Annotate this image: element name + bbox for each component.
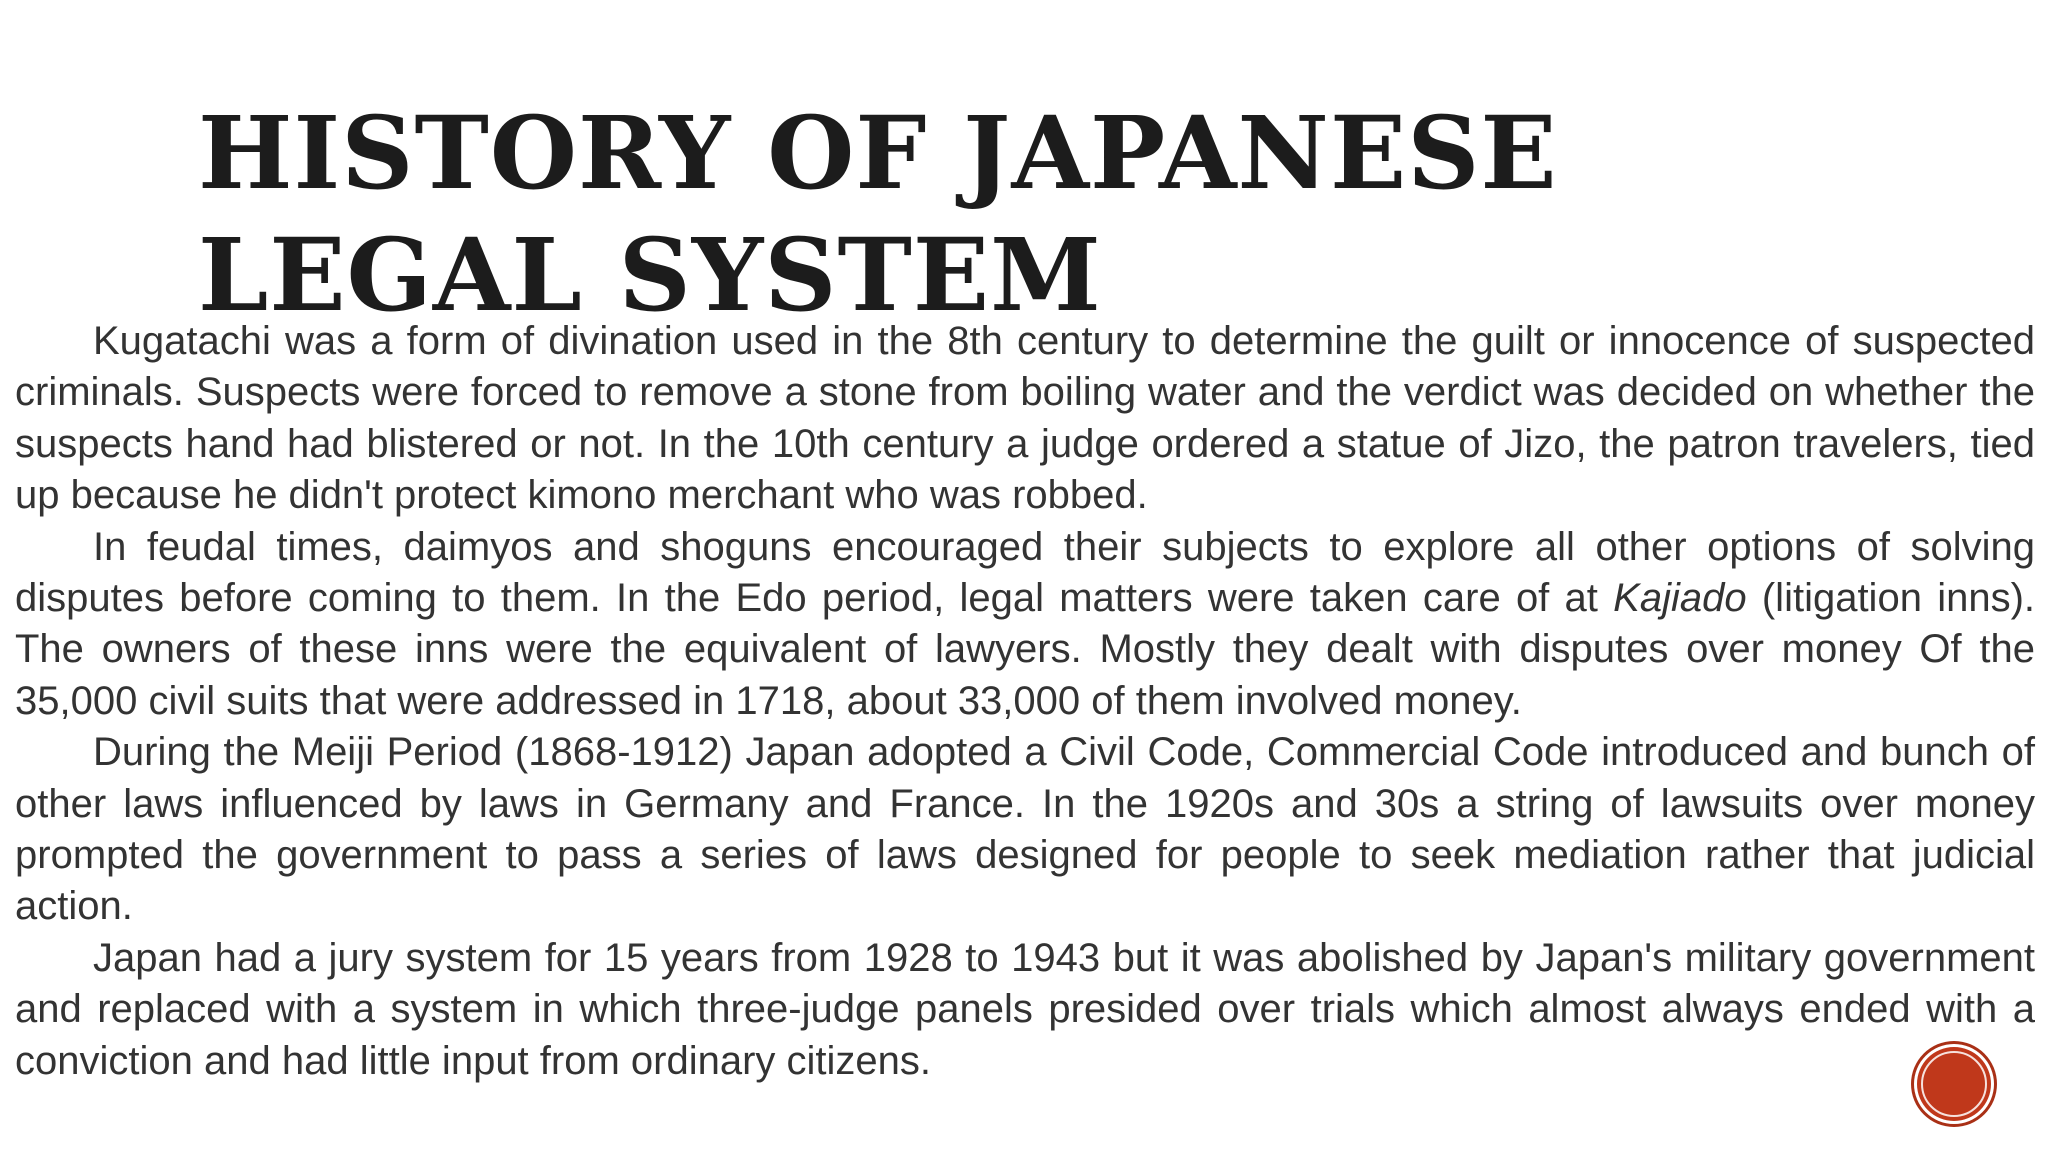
title-line-1: HISTORY OF JAPANESE [198, 94, 1558, 212]
paragraph-meiji-period: During the Meiji Period (1868-1912) Japan adopted a Civil Code, Commercial Code introduced and bunch of other laws influenced by laws in Germany and France. In the 1920s and 30s a string of lawsuits over money prompted the government to pass a series of laws designed for people to seek mediation rather that judicial action. [15, 730, 2035, 929]
kajiado-term: Kajiado [1613, 576, 1747, 621]
paragraph-text-before: In feudal times, daimyos and shoguns encouraged their subjects to explore all other options of solving disputes before coming to them. In the Edo period, legal matters were taken care of at [15, 524, 2035, 621]
circle-button-icon[interactable] [1914, 1044, 1994, 1124]
title-line-2: LEGAL SYSTEM [198, 216, 1102, 334]
slide-title [198, 92, 1698, 336]
paragraph-jury-system: Japan had a jury system for 15 years from 1928 to 1943 but it was abolished by Japan's military government and replaced with a system in which three-judge panels presided over trials which almost always ended with a conviction and had little input from ordinary citizens. [15, 935, 2035, 1083]
paragraph-text-after: (litigation inns). The owners of these inns were the equivalent of lawyers. Mostly they dealt with disputes over money Of the 35,000 civil suits that were addressed in 1718, about 33,000 of them involved money. [15, 576, 2036, 723]
paragraph-feudal-times [15, 522, 2035, 728]
paragraph-kugatachi: Kugatachi was a form of divination used in the 8th century to determine the guilt or innocence of suspected criminals. Suspects were forced to remove a stone from boiling water and the verdict was decided on whether the suspects hand had blistered or not. In the 10th century a judge ordered a statue of Jizo, the patron travelers, tied up because he didn't protect kimono merchant who was robbed. [15, 319, 2035, 518]
slide-body [15, 316, 2035, 1087]
